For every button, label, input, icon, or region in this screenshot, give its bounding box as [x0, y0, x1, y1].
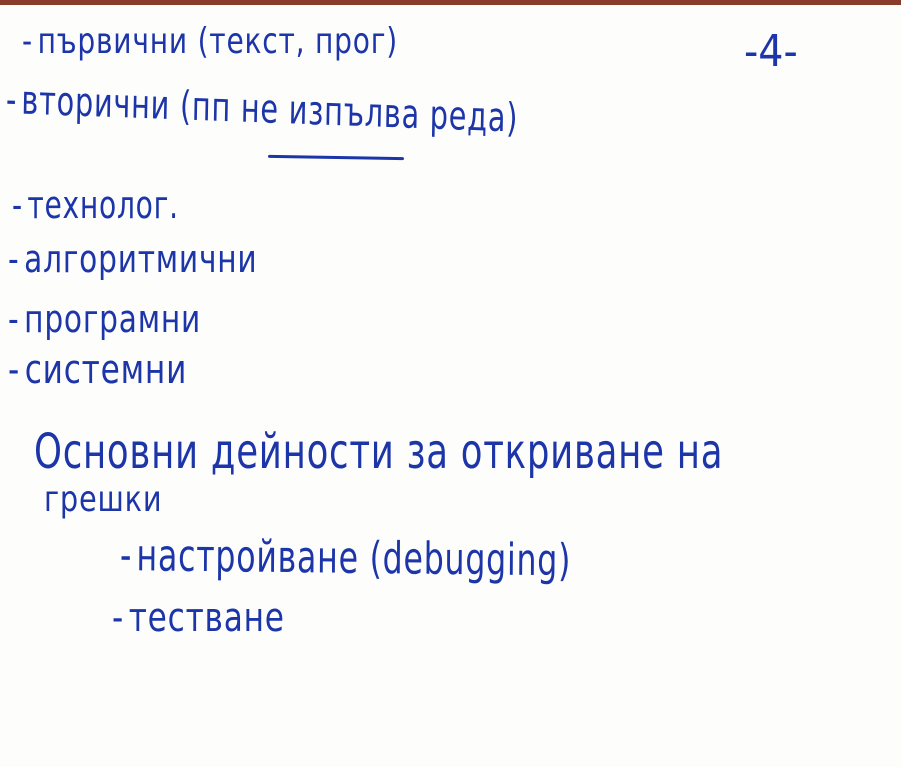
note-line-technological: - технолог. [12, 183, 179, 227]
underline-stroke [268, 155, 404, 160]
note-line-debugging: -настройване (debugging) [119, 530, 572, 587]
note-line-algorithmic: - алгоритмични [8, 237, 258, 281]
note-line-system: - системни [8, 347, 188, 393]
note-line-secondary: -вторични (пп не изпълва реда) [5, 77, 519, 142]
note-line-programmatic: - програмни [8, 297, 202, 341]
note-heading-main-activities: Основни дейности за откриване на [34, 424, 724, 480]
page-number: -4- [744, 26, 798, 77]
note-line-primary: - първични (текст, прог) [22, 21, 398, 62]
note-heading-continuation: грешки [44, 479, 163, 520]
page-top-edge [0, 0, 901, 5]
note-line-testing: - тестване [112, 595, 285, 641]
